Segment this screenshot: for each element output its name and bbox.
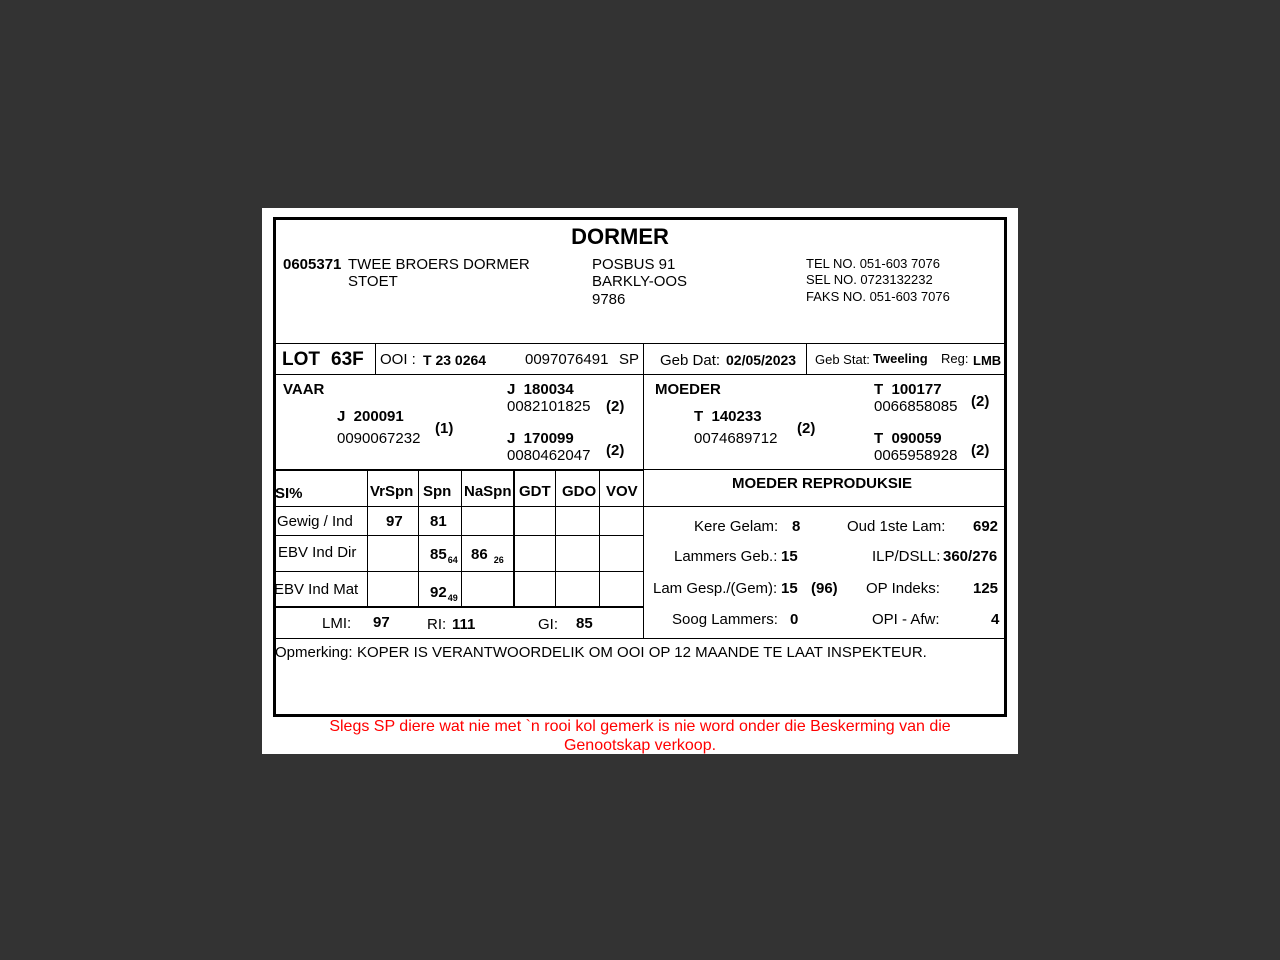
remark-text: KOPER IS VERANTWOORDELIK OM OOI OP 12 MAANDE TE LAAT INSPEKTEUR. (357, 644, 927, 661)
dam-grade: (2) (797, 420, 816, 437)
ri-value: 111 (452, 616, 476, 633)
divider (275, 469, 644, 471)
spn-value (430, 584, 458, 601)
geb-stat-value: Tweeling (873, 351, 928, 366)
id-number: 0097076491 (525, 351, 609, 368)
lammers-geb-value: 15 (781, 548, 798, 565)
naspn-sub: 26 (493, 555, 504, 565)
sire-dam-grade: (2) (606, 442, 625, 459)
divider (275, 638, 1006, 639)
frame-left (273, 217, 276, 716)
divider (367, 470, 368, 607)
sire-number: 0090067232 (337, 430, 421, 447)
gi-value: 85 (576, 615, 593, 632)
dam-number: 0074689712 (694, 430, 778, 447)
faks-number: FAKS NO. 051-603 7076 (806, 289, 950, 304)
opi-label: OPI - Afw: (872, 611, 940, 628)
divider (375, 344, 376, 374)
naspn-value (471, 546, 504, 563)
divider (461, 470, 462, 607)
footer-note-line1: Slegs SP diere wat nie met `n rooi kol gemerk is nie word onder die Beskerming van die (329, 718, 951, 735)
divider (555, 470, 556, 607)
spn-sub: 64 (447, 555, 458, 565)
sp-label: SP (619, 351, 640, 368)
sire-sire-grade: (2) (606, 398, 625, 415)
soog-value: 0 (790, 611, 799, 628)
ooi-value: T 23 0264 (423, 352, 487, 368)
op-indeks-value: 125 (973, 580, 999, 597)
lot-number: 63F (331, 349, 364, 370)
sire-sire-code: J 180034 (507, 381, 574, 398)
spn-value: 81 (430, 513, 447, 530)
remark-label: Opmerking: (275, 644, 353, 661)
col-header-si: SI% (275, 485, 303, 502)
dam-sire-grade: (2) (971, 393, 990, 410)
breed-title: DORMER (571, 224, 669, 249)
reg-label: Reg: (941, 351, 969, 366)
ri-label: RI: (427, 616, 447, 633)
spn-sub: 49 (447, 593, 458, 603)
lot-card (262, 208, 1018, 754)
sire-grade: (1) (435, 420, 454, 437)
soog-label: Soog Lammers: (672, 611, 778, 628)
lam-gesp-label: Lam Gesp./(Gem): (653, 580, 778, 597)
vaar-label: VAAR (283, 381, 325, 398)
breeder-name: TWEE BROERS DORMER (348, 256, 530, 273)
col-header-gdt: GDT (519, 483, 551, 500)
dam-dam-grade: (2) (971, 442, 990, 459)
col-header-spn: Spn (423, 483, 452, 500)
dam-sire-code: T 100177 (874, 381, 942, 398)
col-header-gdo: GDO (562, 483, 597, 500)
divider (599, 470, 600, 607)
tel-number: TEL NO. 051-603 7076 (806, 256, 940, 271)
sire-dam-code: J 170099 (507, 430, 574, 447)
lam-gesp-gem: (96) (811, 580, 838, 597)
ilp-label: ILP/DSLL: (872, 548, 941, 565)
address-line: 9786 (592, 291, 626, 308)
divider (275, 374, 1006, 375)
divider (513, 470, 515, 607)
divider (275, 571, 644, 572)
frame-right (1004, 217, 1007, 716)
frame-bottom (273, 714, 1007, 717)
oud-value: 692 (973, 518, 999, 535)
ilp-value: 360/276 (943, 548, 998, 565)
lmi-value: 97 (373, 614, 390, 631)
row-label: EBV Ind Mat (274, 581, 359, 598)
dam-dam-code: T 090059 (874, 430, 942, 447)
reproduction-title: MOEDER REPRODUKSIE (732, 475, 913, 492)
col-header-naspn: NaSpn (464, 483, 512, 500)
divider (275, 343, 1006, 344)
col-header-vov: VOV (606, 483, 638, 500)
ooi-label: OOI : (380, 351, 416, 368)
naspn-main: 86 (471, 546, 488, 563)
col-header-vrspn: VrSpn (370, 483, 414, 500)
row-label: Gewig / Ind (277, 513, 353, 530)
spn-main: 85 (430, 546, 447, 563)
lammers-geb-label: Lammers Geb.: (674, 548, 778, 565)
moeder-label: MOEDER (655, 381, 721, 398)
geb-stat-label: Geb Stat: (815, 352, 870, 367)
sel-number: SEL NO. 0723132232 (806, 272, 933, 287)
address-line: POSBUS 91 (592, 256, 676, 273)
spn-value (430, 546, 458, 563)
oud-label: Oud 1ste Lam: (847, 518, 946, 535)
kere-gelam-value: 8 (792, 518, 801, 535)
frame-top (273, 217, 1007, 220)
breeder-number: 0605371 (283, 256, 342, 273)
sire-code: J 200091 (337, 408, 404, 425)
lmi-label: LMI: (322, 615, 352, 632)
op-indeks-label: OP Indeks: (866, 580, 940, 597)
breeder-name-2: STOET (348, 273, 398, 290)
geb-dat-label: Geb Dat: (660, 352, 721, 369)
vrspn-value: 97 (386, 513, 403, 530)
opi-value: 4 (991, 611, 1000, 628)
divider (806, 344, 807, 374)
spn-main: 92 (430, 584, 447, 601)
lam-gesp-value: 15 (781, 580, 798, 597)
dam-sire-number: 0066858085 (874, 398, 958, 415)
geb-dat-value: 02/05/2023 (726, 352, 797, 368)
sire-dam-number: 0080462047 (507, 447, 591, 464)
divider (643, 344, 644, 639)
divider (644, 469, 1006, 470)
kere-gelam-label: Kere Gelam: (694, 518, 779, 535)
divider (275, 506, 644, 507)
dam-code: T 140233 (694, 408, 762, 425)
divider (275, 535, 644, 536)
dam-dam-number: 0065958928 (874, 447, 958, 464)
divider (275, 606, 644, 608)
divider (418, 470, 419, 607)
divider (644, 506, 1006, 507)
footer-note-line2: Genootskap verkoop. (563, 737, 717, 754)
lot-label: LOT (282, 349, 320, 370)
reg-value: LMB (973, 353, 1002, 368)
sire-sire-number: 0082101825 (507, 398, 591, 415)
address-line: BARKLY-OOS (592, 273, 688, 290)
row-label: EBV Ind Dir (278, 544, 357, 561)
gi-label: GI: (538, 616, 559, 633)
